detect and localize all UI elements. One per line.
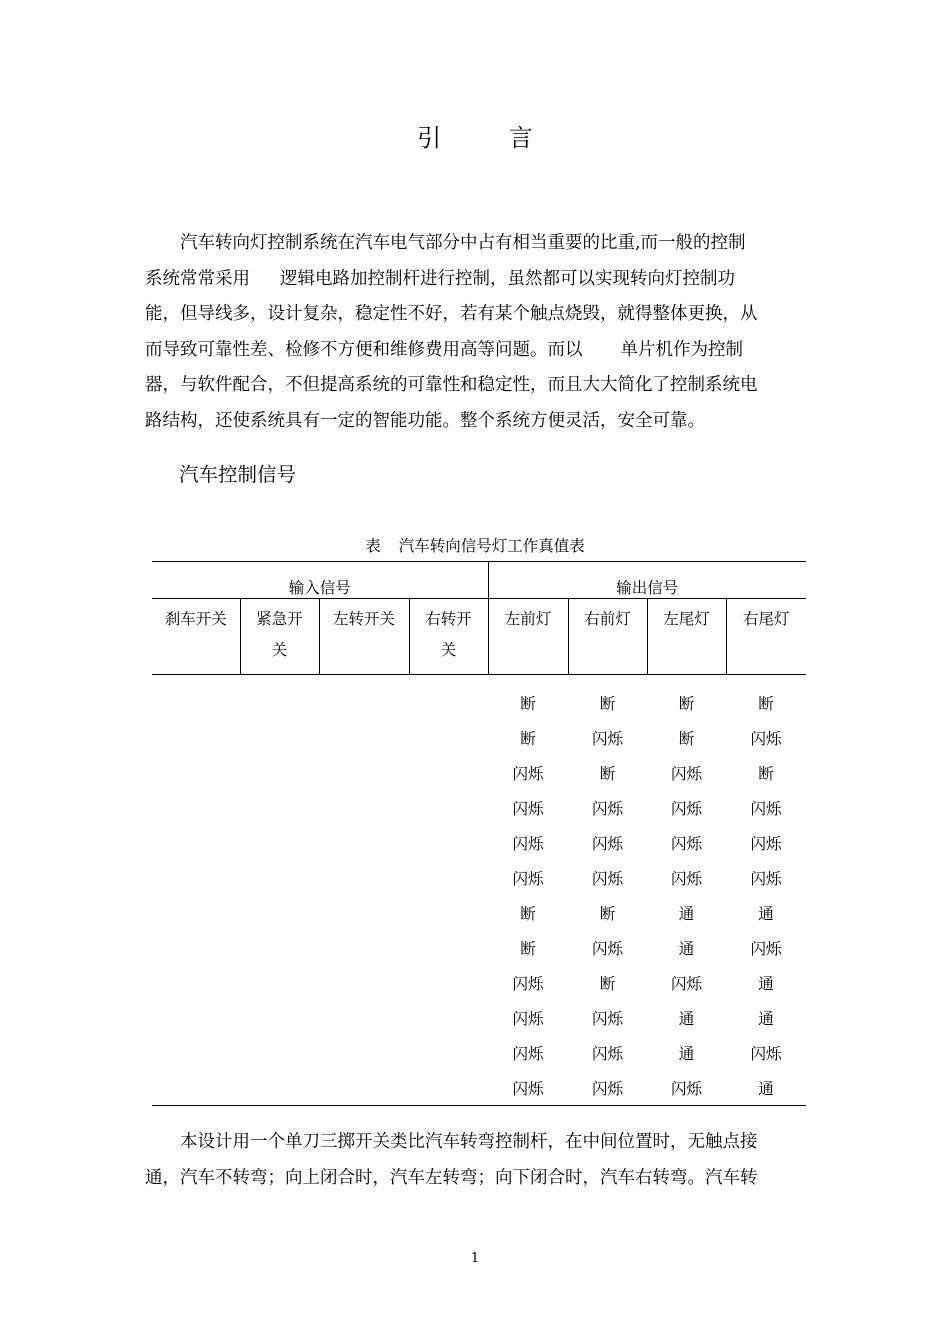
output-cell: 断 — [678, 729, 695, 748]
output-cell: 闪烁 — [750, 1044, 782, 1063]
design-line-2: 通，汽车不转弯；向上闭合时，汽车左转弯；向下闭合时，汽车右转弯。汽车转 — [145, 1167, 758, 1188]
column-header-line2: 关 — [440, 641, 457, 659]
output-cell: 闪烁 — [512, 869, 544, 888]
output-cell: 闪烁 — [512, 799, 544, 818]
output-cell: 闪烁 — [488, 1070, 568, 1106]
truth-table — [152, 561, 806, 1106]
intro-line-1: 汽车转向灯控制系统在汽车电气部分中占有相当重要的比重,而一般的控制 — [180, 233, 746, 253]
output-cell: 断 — [758, 764, 774, 783]
table-row — [152, 720, 806, 755]
output-cell: 通 — [678, 1009, 695, 1028]
table-row — [152, 965, 806, 1000]
table-row — [152, 895, 806, 930]
output-cell: 闪烁 — [670, 974, 702, 993]
output-cell: 闪烁 — [512, 1044, 544, 1063]
design-line-1: 本设计用一个单刀三掷开关类比汽车转弯控制杆，在中间位置时，无触点接 — [180, 1132, 758, 1152]
output-cell: 闪烁 — [591, 939, 623, 958]
output-cell: 闪烁 — [670, 834, 702, 853]
intro-line-4a: 而导致可靠性差、检修不方便和维修费用高等问题。而以 — [145, 339, 583, 360]
column-header-line1: 右尾灯 — [742, 610, 790, 628]
output-cell: 断 — [520, 939, 536, 958]
page-number: 1 — [470, 1251, 480, 1266]
input-cells-empty — [152, 755, 488, 790]
output-cell: 通 — [726, 1070, 806, 1106]
column-header — [240, 599, 319, 675]
output-cell: 闪烁 — [568, 1070, 647, 1106]
input-cells-empty — [152, 790, 488, 825]
input-cells-empty — [152, 675, 488, 721]
column-header-line1: 右前灯 — [584, 610, 631, 628]
column-header — [319, 599, 409, 675]
design-paragraph — [145, 1125, 807, 1196]
output-cell: 断 — [520, 729, 536, 748]
output-cell: 闪烁 — [591, 1009, 623, 1028]
column-header-line2: 关 — [271, 641, 288, 659]
intro-line-5: 器，与软件配合，不但提高系统的可靠性和稳定性，而且大大简化了控制系统电 — [145, 375, 758, 395]
output-cell: 通 — [758, 1009, 774, 1028]
caption-text: 汽车转向信号灯工作真值表 — [398, 537, 585, 555]
output-cell: 闪烁 — [591, 869, 623, 888]
intro-paragraph — [145, 226, 807, 439]
output-cell: 断 — [520, 904, 536, 923]
output-cell: 闪烁 — [750, 834, 782, 853]
output-cell: 断 — [599, 764, 616, 783]
input-cells-empty — [152, 895, 488, 930]
output-cell: 断 — [678, 694, 695, 713]
column-header — [568, 599, 647, 675]
output-cell: 断 — [599, 974, 616, 993]
output-cell: 闪烁 — [750, 939, 782, 958]
column-header — [409, 599, 488, 675]
table-row — [152, 755, 806, 790]
input-cells-empty — [152, 860, 488, 895]
output-cell: 闪烁 — [670, 799, 702, 818]
output-cell: 闪烁 — [670, 869, 702, 888]
page-title: 引 言 — [417, 124, 563, 152]
output-cell: 闪烁 — [591, 834, 623, 853]
column-header — [726, 599, 806, 675]
intro-line-4b: 单片机作为控制 — [620, 339, 743, 360]
output-cell: 闪烁 — [591, 799, 623, 818]
input-cells-empty — [152, 720, 488, 755]
output-group-header: 输出信号 — [488, 562, 806, 599]
column-header-line1: 左前灯 — [504, 610, 552, 628]
column-header-line1: 右转开 — [425, 610, 472, 628]
output-cell: 通 — [678, 939, 695, 958]
input-cells-empty — [152, 1070, 488, 1106]
output-cell: 通 — [758, 974, 774, 993]
table-row — [152, 1070, 806, 1106]
table-row — [152, 1000, 806, 1035]
caption-prefix: 表 — [365, 537, 381, 555]
column-header-line1: 刹车开关 — [164, 610, 227, 628]
column-header-line1: 左转开关 — [332, 610, 395, 628]
column-header — [488, 599, 568, 675]
input-cells-empty — [152, 1000, 488, 1035]
column-header — [152, 599, 240, 675]
output-cell: 闪烁 — [512, 764, 544, 783]
output-cell: 闪烁 — [750, 729, 782, 748]
column-header-line1: 紧急开 — [256, 610, 303, 628]
output-cell: 断 — [599, 904, 616, 923]
input-cells-empty — [152, 965, 488, 1000]
column-header — [647, 599, 726, 675]
intro-line-2a: 系统常常采用 — [145, 268, 250, 289]
output-cell: 闪烁 — [591, 1044, 623, 1063]
output-cell: 闪烁 — [591, 729, 623, 748]
table-row — [152, 675, 806, 721]
intro-line-2b: 逻辑电路加控制杆进行控制，虽然都可以实现转向灯控制功 — [280, 268, 735, 289]
intro-line-3: 能，但导线多，设计复杂，稳定性不好，若有某个触点烧毁，就得整体更换，从 — [145, 304, 758, 324]
input-group-header: 输入信号 — [152, 562, 488, 599]
output-cell: 闪烁 — [512, 1009, 544, 1028]
column-header-line1: 左尾灯 — [663, 610, 710, 628]
output-cell: 闪烁 — [512, 834, 544, 853]
output-cell: 通 — [758, 904, 774, 923]
table-row — [152, 930, 806, 965]
output-cell: 闪烁 — [750, 799, 782, 818]
output-cell: 闪烁 — [750, 869, 782, 888]
output-cell: 断 — [758, 694, 774, 713]
output-cell: 闪烁 — [670, 764, 702, 783]
section-heading: 汽车控制信号 — [179, 463, 297, 486]
output-cell: 通 — [678, 904, 695, 923]
input-cells-empty — [152, 1035, 488, 1070]
output-cell: 闪烁 — [647, 1070, 726, 1106]
output-cell: 断 — [520, 694, 536, 713]
output-cell: 通 — [678, 1044, 695, 1063]
intro-line-6: 路结构，还使系统具有一定的智能功能。整个系统方便灵活，安全可靠。 — [145, 410, 705, 431]
table-row — [152, 1035, 806, 1070]
table-row — [152, 860, 806, 895]
table-row — [152, 825, 806, 860]
output-cell: 断 — [599, 694, 616, 713]
input-cells-empty — [152, 930, 488, 965]
table-row — [152, 790, 806, 825]
table-caption — [0, 534, 950, 556]
input-cells-empty — [152, 825, 488, 860]
output-cell: 闪烁 — [512, 974, 544, 993]
